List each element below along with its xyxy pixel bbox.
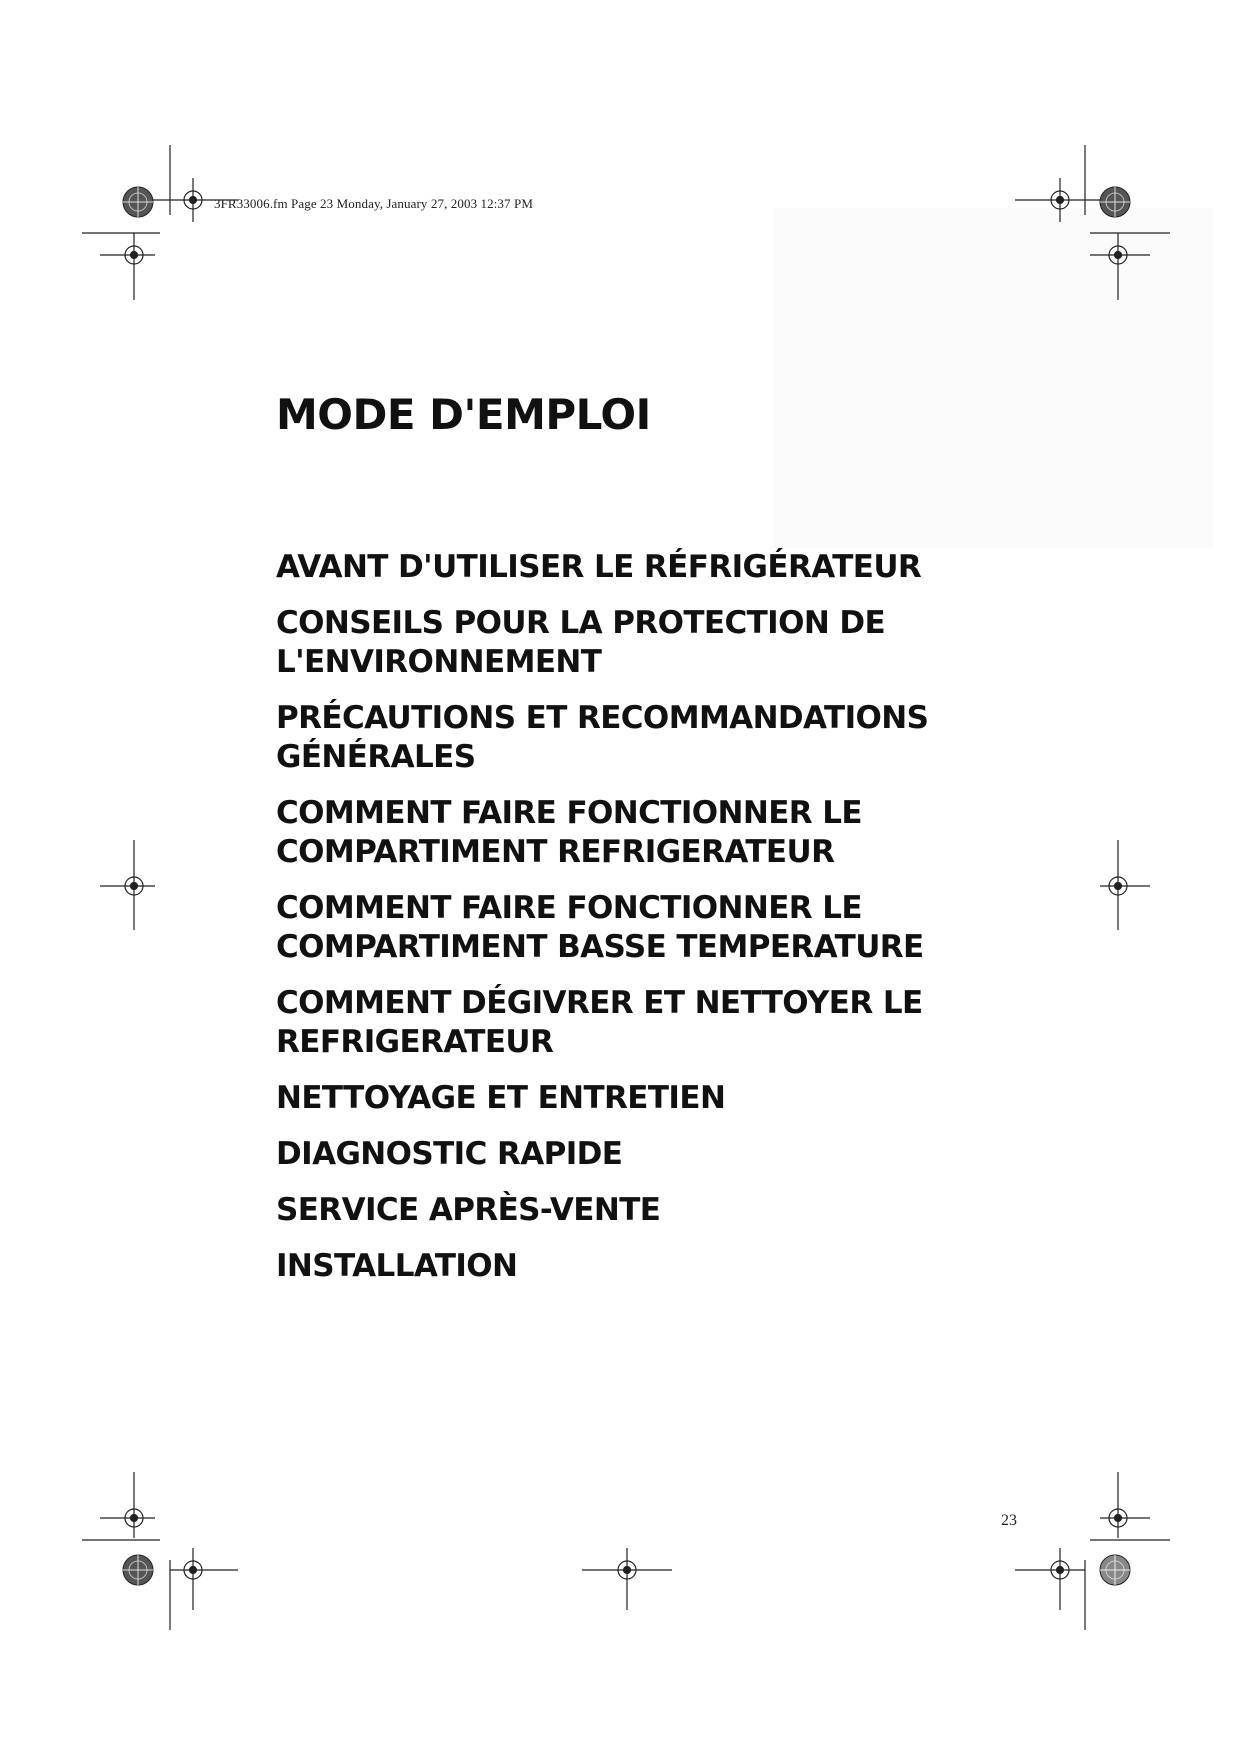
- crosshair-icon: [100, 1472, 155, 1538]
- toc-item-line: SERVICE APRÈS-VENTE: [276, 1192, 661, 1228]
- toc-item-compartiment-basse-temperature[interactable]: [276, 889, 996, 967]
- toc-item-line: PRÉCAUTIONS ET RECOMMANDATIONS: [276, 700, 929, 736]
- toc-item-degivrer-nettoyer[interactable]: [276, 984, 996, 1062]
- toc-item-installation[interactable]: [276, 1247, 996, 1286]
- page-title: MODE D'EMPLOI: [276, 390, 651, 439]
- crosshair-icon: [582, 1548, 672, 1610]
- toc-item-line: CONSEILS POUR LA PROTECTION DE: [276, 605, 886, 641]
- toc-item-precautions[interactable]: [276, 699, 996, 777]
- toc-item-diagnostic-rapide[interactable]: [276, 1135, 996, 1174]
- toc-item-line: GÉNÉRALES: [276, 739, 476, 775]
- toc-item-conseils-environnement[interactable]: [276, 604, 996, 682]
- crosshair-icon: [1015, 1548, 1085, 1610]
- toc-item-line: AVANT D'UTILISER LE RÉFRIGÉRATEUR: [276, 549, 922, 585]
- table-of-contents: [276, 548, 996, 1303]
- toc-item-avant-utiliser[interactable]: [276, 548, 996, 587]
- crosshair-icon: [100, 840, 155, 930]
- toc-item-line: L'ENVIRONNEMENT: [276, 644, 602, 680]
- toc-item-line: DIAGNOSTIC RAPIDE: [276, 1136, 623, 1172]
- toc-item-nettoyage-entretien[interactable]: [276, 1079, 996, 1118]
- toc-item-line: REFRIGERATEUR: [276, 1024, 554, 1060]
- crosshair-icon: [1100, 1472, 1150, 1538]
- toc-item-line: INSTALLATION: [276, 1248, 518, 1284]
- registration-wheel-icon: [123, 187, 153, 217]
- page-number: 23: [1001, 1512, 1017, 1529]
- registration-wheel-icon: [123, 1555, 153, 1585]
- toc-item-line: COMPARTIMENT BASSE TEMPERATURE: [276, 929, 924, 965]
- toc-item-line: COMMENT DÉGIVRER ET NETTOYER LE: [276, 985, 923, 1021]
- toc-item-line: COMMENT FAIRE FONCTIONNER LE: [276, 795, 862, 831]
- toc-item-compartiment-refrigerateur[interactable]: [276, 794, 996, 872]
- crosshair-icon: [170, 1548, 238, 1610]
- crosshair-icon: [100, 233, 155, 300]
- registration-wheel-icon: [1100, 187, 1130, 217]
- toc-item-service-apres-vente[interactable]: [276, 1191, 996, 1230]
- crosshair-icon: [1100, 840, 1150, 930]
- toc-item-line: COMMENT FAIRE FONCTIONNER LE: [276, 890, 862, 926]
- toc-item-line: COMPARTIMENT REFRIGERATEUR: [276, 834, 835, 870]
- crosshair-icon: [1090, 233, 1150, 300]
- crosshair-icon: [1015, 178, 1105, 222]
- toc-item-line: NETTOYAGE ET ENTRETIEN: [276, 1080, 726, 1116]
- print-job-header: 3FR33006.fm Page 23 Monday, January 27, 2003 12:37 PM: [214, 196, 533, 211]
- registration-wheel-icon: [1100, 1555, 1130, 1585]
